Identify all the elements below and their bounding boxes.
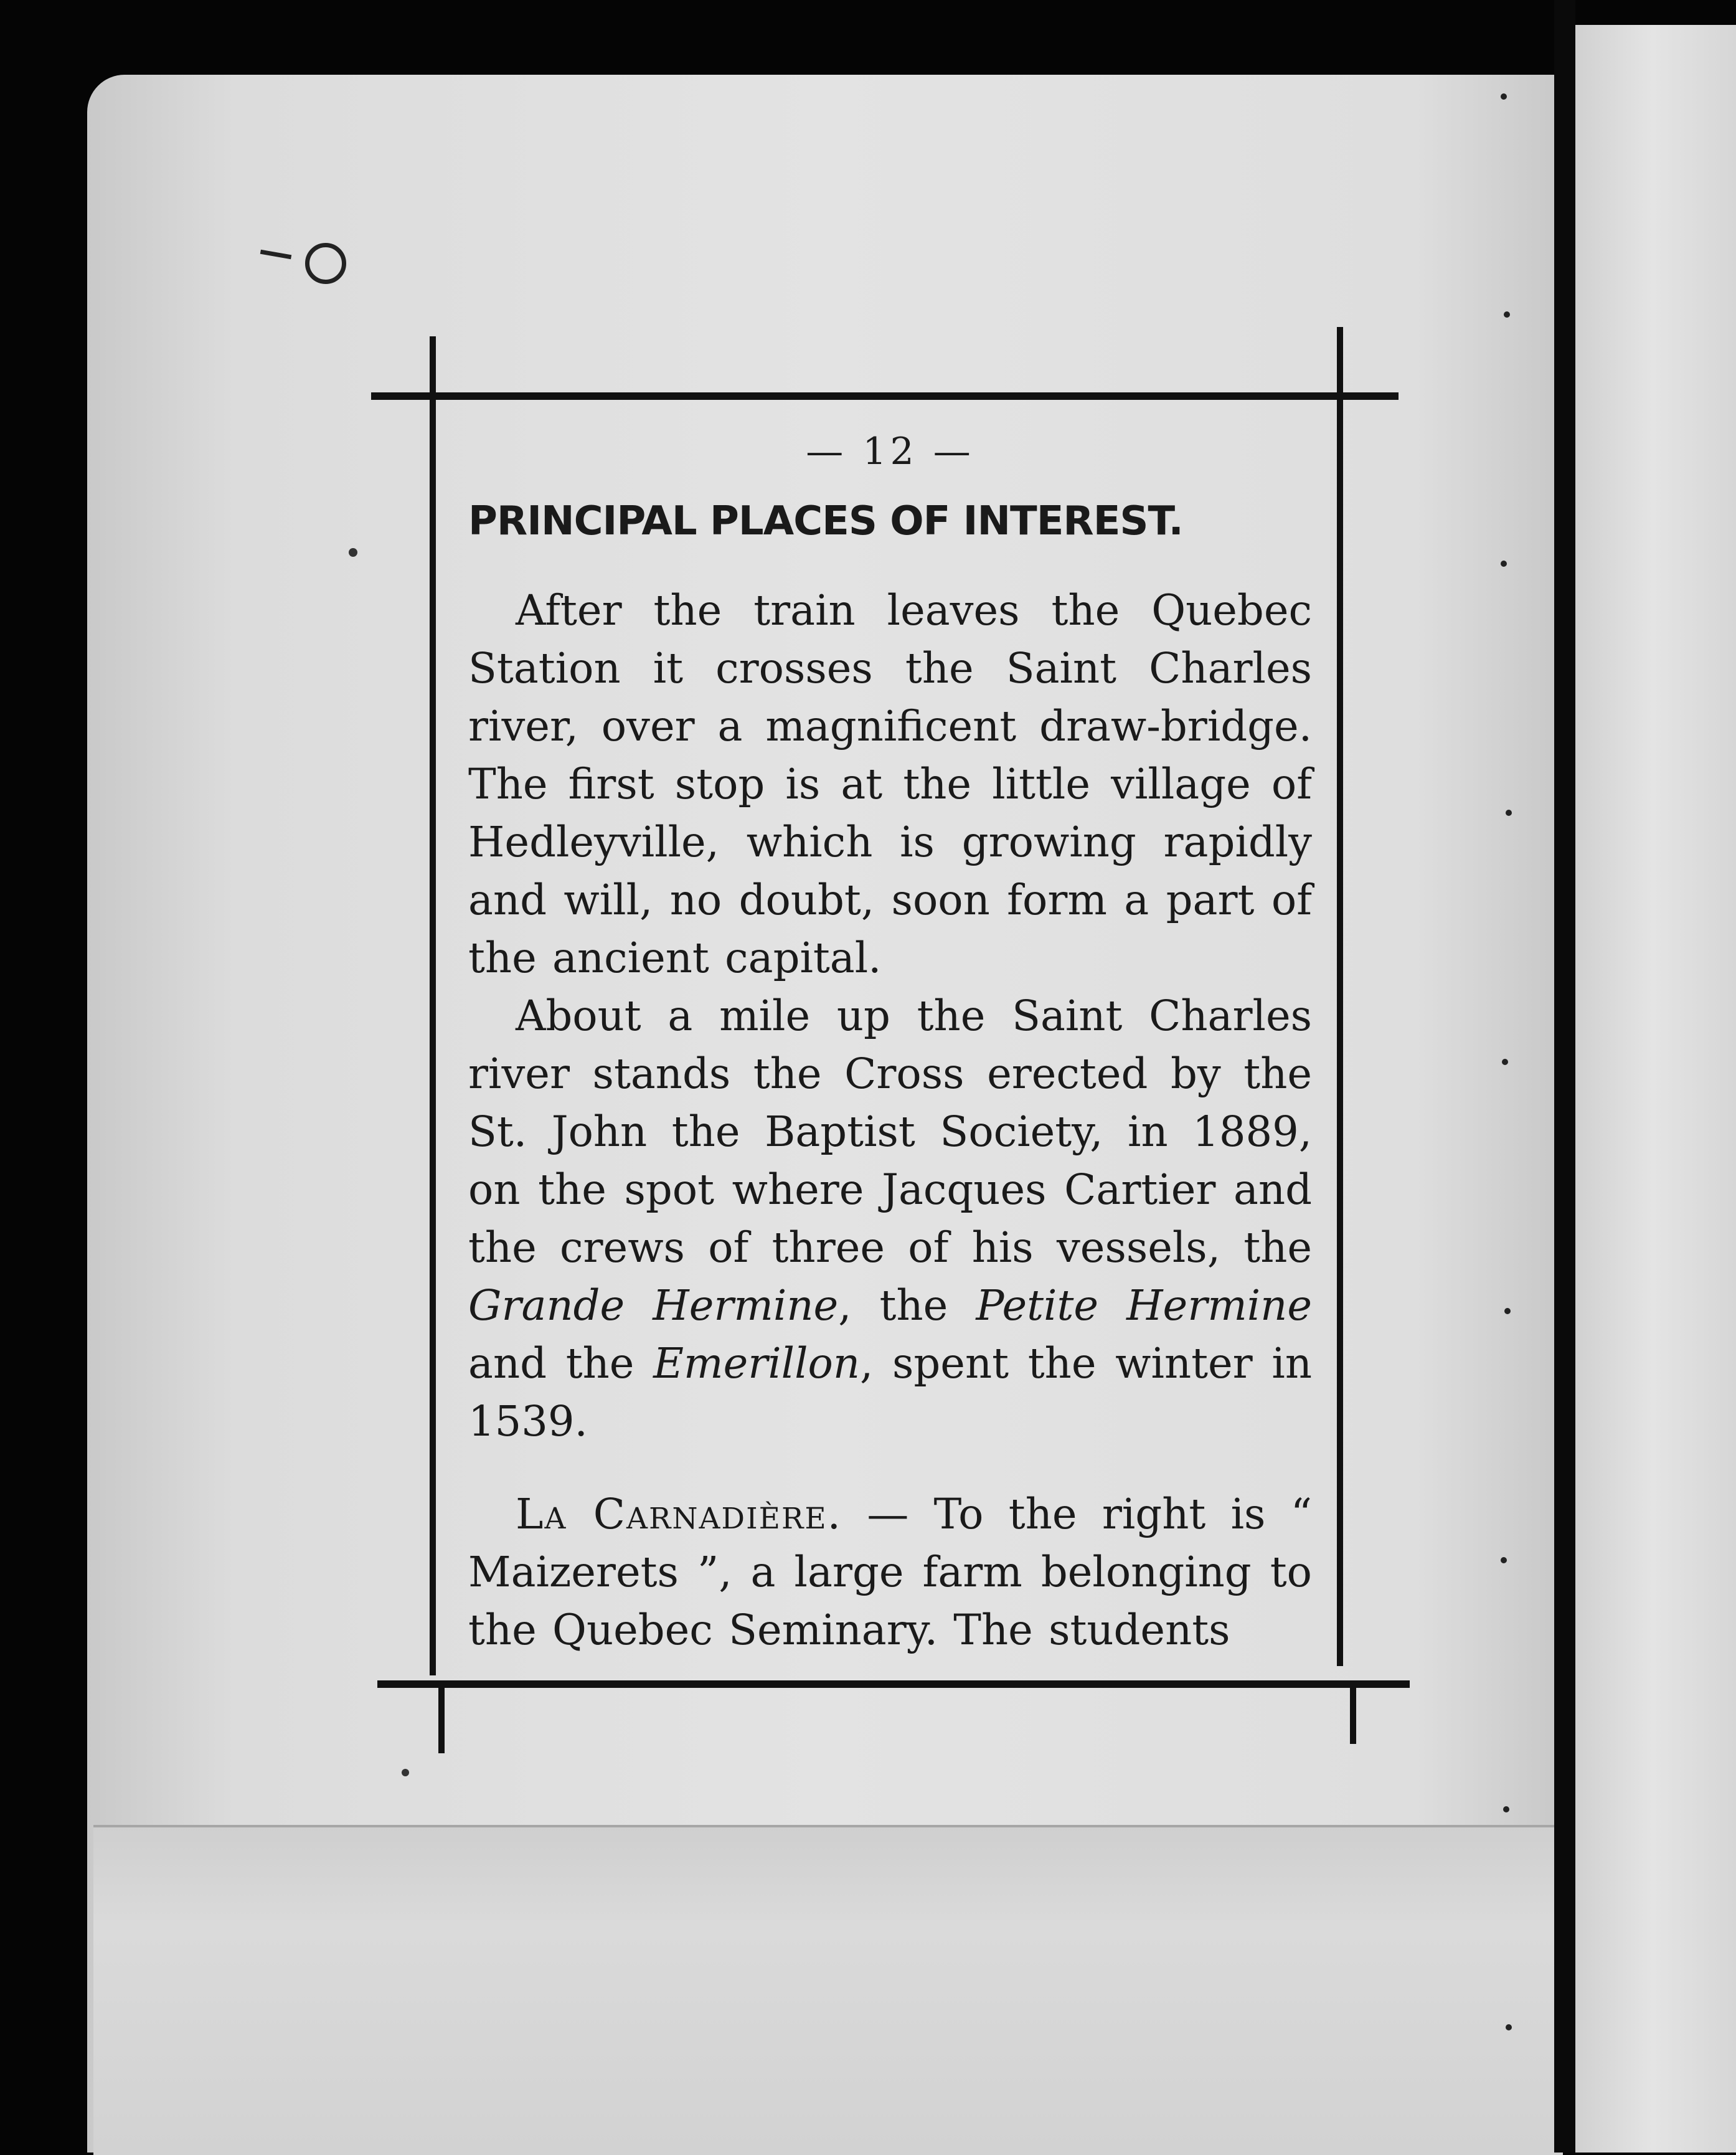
perforation-dot (1506, 810, 1512, 816)
ink-speck (402, 1769, 409, 1776)
perforation-dot (1503, 1806, 1509, 1812)
text-run: , the (838, 1281, 976, 1330)
text-run: and the (468, 1339, 654, 1388)
section-lead: La Carnadière. (516, 1490, 842, 1538)
page-fold (93, 1825, 1563, 2155)
perforation-dot (1501, 93, 1507, 100)
frame-right-rule (1337, 327, 1343, 1666)
perforation-dot (1501, 1557, 1507, 1563)
frame-top-rule (371, 392, 1399, 400)
scan-border-left (0, 0, 93, 2153)
text-run: About a mile up the Saint Charles river stands the Cross erected by the St. John the Baptist Society, in 1889, on the spot where Jacques Cartier and the crews of three of his vessels, the (468, 992, 1312, 1272)
text-run: — To the right is “ Maizerets ”, a large farm belonging to the Quebec Seminary. The students (468, 1490, 1312, 1654)
frame-left-rule (430, 336, 436, 1675)
page-number: — 12 — (806, 430, 974, 473)
page-text (468, 430, 1312, 1659)
frame-right-tail (1350, 1688, 1356, 1744)
text-run: , spent the winter in 1539. (468, 1339, 1312, 1446)
vessel-name: Petite Hermine (976, 1281, 1312, 1330)
adjacent-page (1569, 25, 1736, 2153)
punch-hole-mark (305, 243, 346, 284)
paragraph-quebec-station: After the train leaves the Quebec Station it crosses the Saint Charles river, over a magnificent draw-bridge. The first stop is at the little village of Hedleyville, which is growing rapidly and will, no doubt, soon form a part of the ancient capital. (468, 586, 1312, 982)
perforation-dot (1502, 1059, 1508, 1065)
ink-speck (349, 548, 357, 557)
section-heading: PRINCIPAL PLACES OF INTEREST. (468, 498, 1183, 544)
frame-left-tail (438, 1688, 445, 1753)
perforation-dot (1504, 311, 1510, 318)
vessel-name: Grande Hermine (468, 1281, 839, 1330)
book-spine (1554, 0, 1575, 2153)
perforation-dot (1506, 2024, 1512, 2030)
vessel-name: Emerillon (653, 1339, 861, 1388)
perforation-dot (1501, 561, 1507, 567)
paragraph-la-carnadiere (468, 1485, 1312, 1659)
paragraph-cartier-cross (468, 987, 1312, 1451)
perforation-dot (1504, 1308, 1511, 1314)
frame-bottom-rule (377, 1680, 1410, 1688)
